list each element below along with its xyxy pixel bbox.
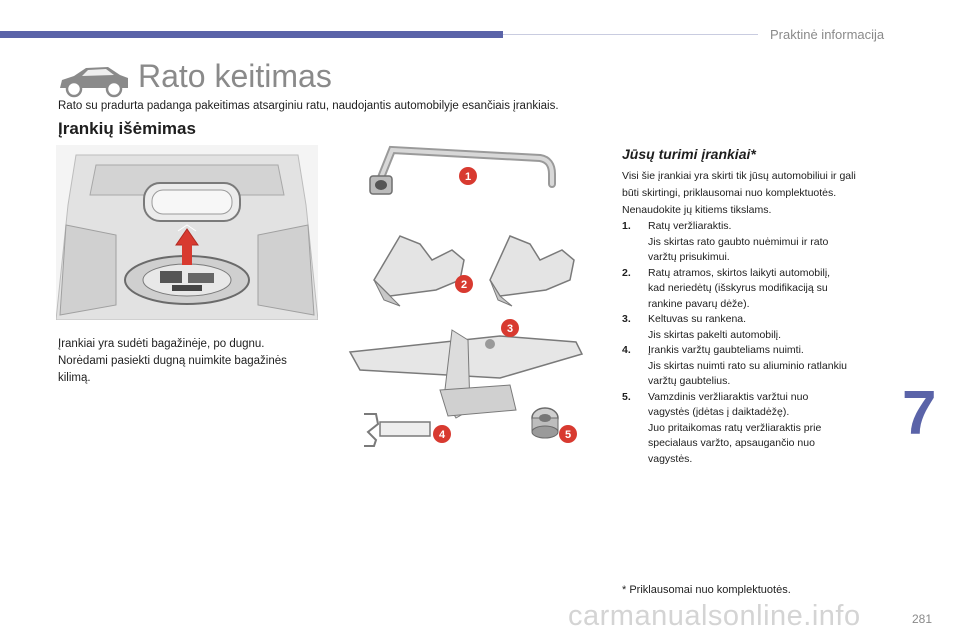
page-number: 281 (912, 612, 933, 626)
callout-3 (501, 319, 519, 337)
tool-text-line: vagystės. (648, 452, 693, 465)
tool-item-jack (622, 312, 897, 343)
tools-heading: Jūsų turimi įrankiai* (622, 146, 756, 162)
tool-text-line: Jis skirtas rato gaubto nuėmimui ir rato (648, 235, 829, 248)
tool-number: 4. (622, 344, 631, 356)
intro-text: Rato su pradurta padanga pakeitimas atsarginiu ratu, naudojantis automobilyje esančiais įrankiais. (58, 100, 559, 112)
wheel-chocks-icon (374, 236, 574, 306)
car-side-icon (58, 62, 130, 98)
section-title: Praktinė informacija (770, 27, 885, 42)
trunk-caption-line: Norėdami pasiekti dugną nuimkite bagažinės (58, 355, 287, 367)
tool-text-line: Juo pritaikomas ratų veržliaraktis prie (648, 421, 822, 434)
header-divider (503, 34, 758, 35)
tool-item-locking-bolt-adaptor (622, 390, 897, 468)
tool-text-line: vagystės (įdėtas į daiktadėžę). (648, 406, 790, 418)
tool-text-line: specialaus varžto, apsaugančio nuo (648, 437, 815, 449)
tools-intro (622, 168, 892, 219)
tool-text-line: Ratų atramos, skirtos laikyti automobilį, (648, 266, 831, 279)
header-accent-bar (0, 31, 503, 38)
tools-illustration (340, 140, 602, 470)
tool-number: 1. (622, 220, 631, 232)
tool-item-cap-removal (622, 343, 897, 390)
trunk-spare-wheel-illustration (56, 145, 318, 320)
trunk-caption-line: kilimą. (58, 372, 91, 384)
tool-number: 3. (622, 313, 631, 325)
cap-removal-tool-icon (364, 414, 430, 446)
page-title: Rato keitimas (138, 58, 332, 94)
trunk-caption (58, 336, 308, 387)
chapter-number: 7 (902, 379, 937, 448)
jack-icon (350, 330, 582, 418)
watermark: carmanualsonline.info (568, 600, 861, 632)
tool-text-line: varžtų prisukimui. (648, 251, 730, 263)
tool-text-line: Jis skirtas pakelti automobilį. (648, 328, 782, 341)
tools-intro-line: Visi šie įrankiai yra skirti tik jūsų automobiliui ir gali (622, 170, 856, 182)
callout-2 (455, 275, 473, 293)
callout-4 (433, 425, 451, 443)
tool-text-line: Keltuvas su rankena. (648, 313, 747, 325)
callout-label: 1 (464, 171, 472, 183)
tool-text-line: Įrankis varžtų gaubteliams nuimti. (648, 344, 804, 356)
callout-1 (459, 167, 477, 185)
tool-list (622, 219, 897, 467)
tool-item-wheel-chocks (622, 266, 897, 313)
tool-number: 5. (622, 390, 631, 403)
locking-bolt-adaptor-icon (532, 408, 558, 438)
subheading-tool-removal: Įrankių išėmimas (58, 119, 196, 138)
callout-label: 2 (460, 279, 468, 291)
tools-intro-line: būti skirtingi, priklausomai nuo komplektuotės. (622, 187, 837, 199)
callout-label: 5 (564, 429, 572, 441)
tool-text-line: rankine pavarų dėže). (648, 297, 750, 310)
trunk-caption-line: Įrankiai yra sudėti bagažinėje, po dugnu. (58, 338, 265, 350)
callout-5 (559, 425, 577, 443)
tool-text-line: Jis skirtas nuimti rato su aliuminio ratlankiu (648, 359, 847, 372)
callout-label: 3 (506, 323, 514, 335)
tool-text-line: varžtų gaubtelius. (648, 375, 731, 387)
callout-label: 4 (438, 429, 446, 441)
tools-intro-line: Nenaudokite jų kitiems tikslams. (622, 204, 772, 216)
tool-text-line: Ratų veržliaraktis. (648, 220, 732, 232)
tool-text-line: kad neriedėtų (išskyrus modifikaciją su (648, 282, 828, 294)
tool-item-wheel-wrench (622, 219, 897, 266)
tool-text-line: Vamzdinis veržliaraktis varžtui nuo (648, 390, 809, 403)
tool-number: 2. (622, 266, 631, 279)
footnote: * Priklausomai nuo komplektuotės. (622, 584, 791, 596)
